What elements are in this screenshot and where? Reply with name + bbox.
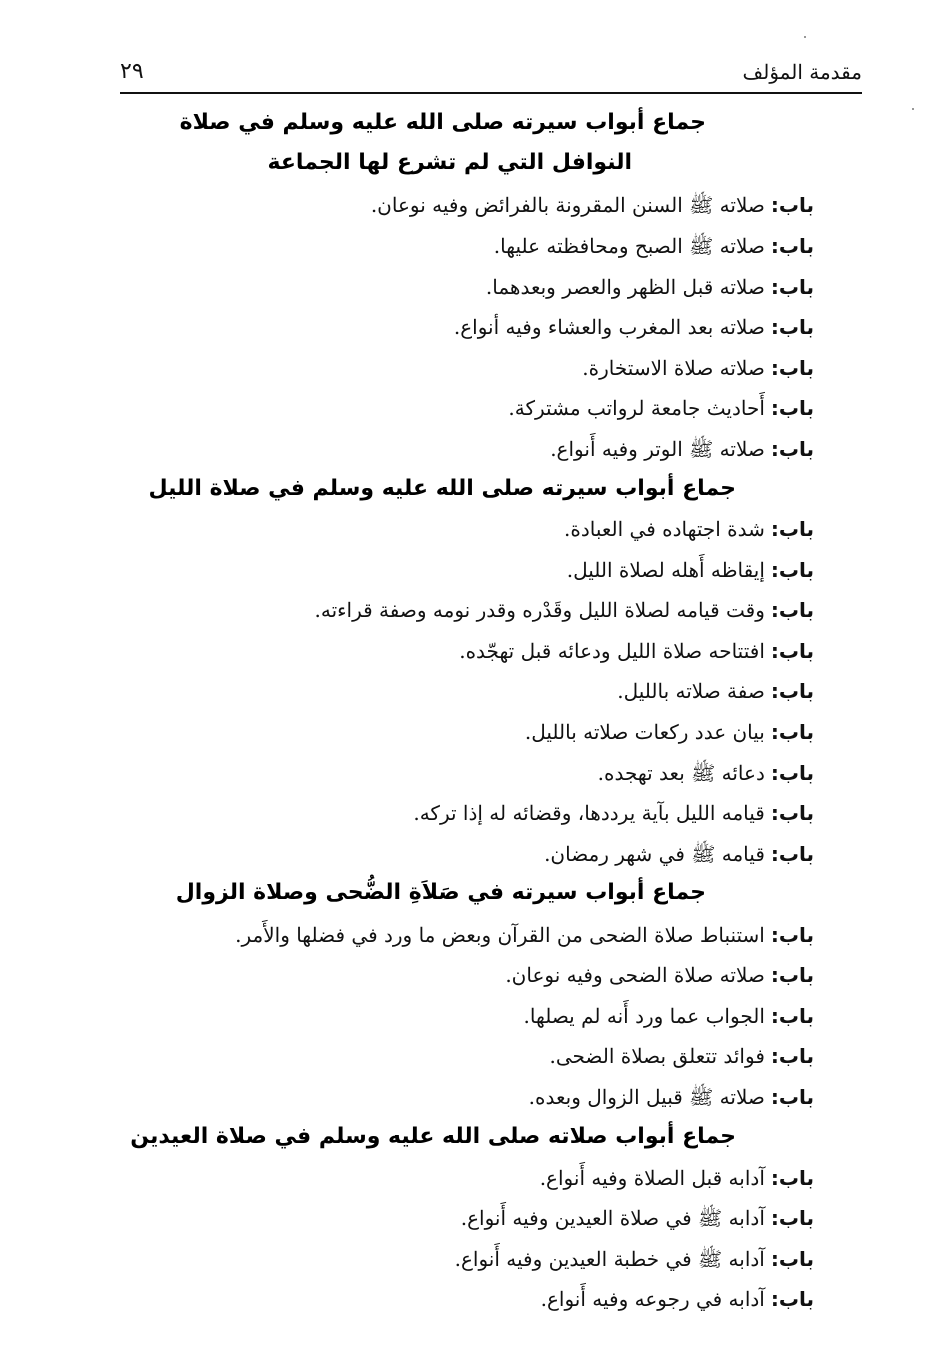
list-item [567, 555, 814, 585]
item-label: باب: [770, 598, 814, 622]
list-item [564, 514, 814, 544]
list-item [549, 1041, 814, 1071]
list-item [617, 676, 814, 706]
list-item [314, 595, 814, 625]
list-item [371, 190, 814, 220]
item-text: افتتاحه صلاة الليل ودعائه قبل تهجّده. [459, 639, 765, 663]
item-text: قيامه الليل بآية يرددها، وقضائه له إذا تركه. [413, 801, 765, 825]
item-text: بيان عدد ركعات صلاته بالليل. [524, 720, 765, 744]
item-text: دعائه ﷺ بعد تهجده. [597, 761, 765, 785]
item-text: آدابه قبل الصلاة وفيه أَنواع. [539, 1166, 765, 1190]
item-label: باب: [770, 801, 814, 825]
item-text: صلاته ﷺ السنن المقرونة بالفرائض وفيه نوعان. [370, 193, 765, 217]
scan-speck [804, 36, 806, 38]
item-text: شدة اجتهاده في العبادة. [564, 517, 765, 541]
item-text: صلاته ﷺ الصبح ومحافظته عليها. [493, 234, 765, 258]
item-text: آدابه في رجوعه وفيه أَنواع. [540, 1287, 765, 1311]
item-label: باب: [770, 517, 814, 541]
item-label: باب: [770, 315, 814, 339]
running-header-title: مقدمة المؤلف [742, 60, 862, 84]
list-item [540, 1163, 814, 1193]
item-label: باب: [770, 1085, 814, 1109]
item-label: باب: [770, 1206, 814, 1230]
section-heading: جماع أبواب سيرته صلى الله عليه وسلم في صلاة الليل [148, 476, 736, 501]
list-item [235, 920, 814, 950]
section-heading: جماع أبواب صلاته صلى الله عليه وسلم في صلاة العيدين [130, 1124, 736, 1149]
list-item [494, 231, 814, 261]
item-label: باب: [770, 396, 814, 420]
item-label: باب: [770, 1166, 814, 1190]
item-label: باب: [770, 275, 814, 299]
item-label: باب: [770, 720, 814, 744]
list-item [550, 434, 814, 464]
item-text: آدابه ﷺ في صلاة العيدين وفيه أَنواع. [460, 1206, 765, 1230]
item-label: باب: [770, 679, 814, 703]
section-heading: النوافل التي لم تشرع لها الجماعة [267, 150, 632, 175]
list-item [461, 1203, 814, 1233]
item-label: باب: [770, 761, 814, 785]
list-item [454, 312, 814, 342]
item-text: صلاته صلاة الاستخارة. [582, 356, 765, 380]
section-heading: جماع أبواب سيرته صلى الله عليه وسلم في صلاة [179, 110, 706, 135]
item-label: باب: [770, 356, 814, 380]
list-item [455, 1244, 814, 1274]
list-item [582, 353, 814, 383]
item-text: أَحاديث جامعة لرواتب مشتركة. [508, 396, 765, 420]
list-item [525, 717, 814, 747]
list-item [413, 798, 814, 828]
item-text: قيامه ﷺ في شهر رمضان. [544, 842, 765, 866]
item-text: استنباط صلاة الضحى من القرآن وبعض ما ورد في فضلها والأَمر. [235, 923, 765, 947]
item-text: آدابه ﷺ في خطبة العيدين وفيه أَنواع. [454, 1247, 765, 1271]
item-text: إيقاظه أَهله لصلاة الليل. [566, 558, 765, 582]
item-text: وقت قيامه لصلاة الليل وقَدْره وقدر نومه وصفة قراءته. [314, 598, 765, 622]
item-text: صلاته بعد المغرب والعشاء وفيه أنواع. [453, 315, 765, 339]
item-text: الجواب عما ورد أَنه لم يصلها. [523, 1004, 765, 1028]
item-label: باب: [770, 1287, 814, 1311]
scan-speck [912, 108, 914, 110]
item-label: باب: [770, 923, 814, 947]
list-item [529, 1082, 814, 1112]
list-item [544, 839, 814, 869]
item-text: صلاته قبل الظهر والعصر وبعدهما. [485, 275, 765, 299]
list-item [459, 636, 814, 666]
item-text: صلاته صلاة الضحى وفيه نوعان. [505, 963, 765, 987]
item-label: باب: [770, 234, 814, 258]
item-text: فوائد تتعلق بصلاة الضحى. [549, 1044, 765, 1068]
item-label: باب: [770, 558, 814, 582]
item-label: باب: [770, 963, 814, 987]
list-item [505, 960, 814, 990]
item-label: باب: [770, 193, 814, 217]
item-label: باب: [770, 437, 814, 461]
list-item [598, 758, 814, 788]
item-label: باب: [770, 639, 814, 663]
section-heading: جماع أبواب سيرته في صَلاَةِ الضُّحى وصلاة الزوال [175, 880, 706, 905]
item-label: باب: [770, 842, 814, 866]
page-number: ٢٩ [120, 59, 144, 84]
item-label: باب: [770, 1044, 814, 1068]
list-item [524, 1001, 814, 1031]
list-item [486, 272, 814, 302]
item-text: صلاته ﷺ الوتر وفيه أَنواع. [550, 437, 765, 461]
item-label: باب: [770, 1247, 814, 1271]
list-item [541, 1284, 814, 1314]
item-text: صفة صلاته بالليل. [617, 679, 765, 703]
item-text: صلاته ﷺ قبيل الزوال وبعده. [528, 1085, 765, 1109]
list-item [508, 393, 814, 423]
item-label: باب: [770, 1004, 814, 1028]
